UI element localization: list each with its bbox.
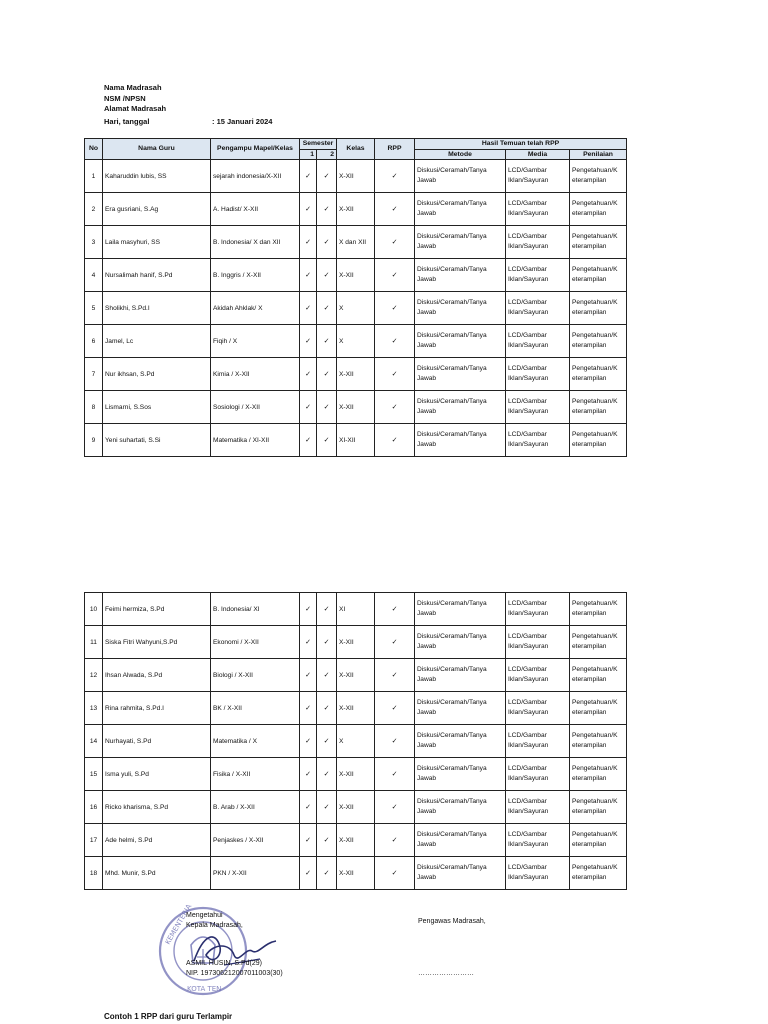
cell-kelas: X-XII — [337, 692, 375, 725]
cell-semester-2: ✓ — [317, 358, 337, 391]
table-row — [85, 791, 627, 824]
cell-rpp: ✓ — [375, 626, 415, 659]
cell-kelas: X-XII — [337, 791, 375, 824]
cell-metode: Diskusi/Ceramah/Tanya Jawab — [415, 325, 506, 358]
cell-media: LCD/Gambar Iklan/Sayuran — [506, 725, 570, 758]
cell-rpp: ✓ — [375, 424, 415, 457]
cell-mapel: BK / X-XII — [211, 692, 300, 725]
cell-mapel: A. Hadist/ X-XII — [211, 193, 300, 226]
rpp-table-page2 — [84, 592, 627, 890]
cell-nama-guru: Rina rahmita, S.Pd.I — [103, 692, 211, 725]
cell-metode: Diskusi/Ceramah/Tanya Jawab — [415, 292, 506, 325]
cell-no: 8 — [85, 391, 103, 424]
cell-metode: Diskusi/Ceramah/Tanya Jawab — [415, 226, 506, 259]
cell-rpp: ✓ — [375, 226, 415, 259]
cell-no: 5 — [85, 292, 103, 325]
cell-metode: Diskusi/Ceramah/Tanya Jawab — [415, 391, 506, 424]
cell-nama-guru: Isma yuli, S.Pd — [103, 758, 211, 791]
table-row — [85, 325, 627, 358]
cell-nama-guru: Ihsan Alwada, S.Pd — [103, 659, 211, 692]
cell-mapel: B. Indonesia/ X dan XII — [211, 226, 300, 259]
cell-semester-1: ✓ — [300, 358, 317, 391]
cell-semester-2: ✓ — [317, 391, 337, 424]
cell-mapel: sejarah indonesia/X-XII — [211, 160, 300, 193]
col-rpp: RPP — [375, 139, 415, 160]
cell-rpp: ✓ — [375, 593, 415, 626]
table-row — [85, 358, 627, 391]
cell-nama-guru: Lismarni, S.Sos — [103, 391, 211, 424]
address-label: Alamat Madrasah — [104, 104, 167, 113]
cell-semester-1: ✓ — [300, 593, 317, 626]
cell-no: 4 — [85, 259, 103, 292]
cell-mapel: Fisika / X-XII — [211, 758, 300, 791]
cell-penilaian: Pengetahuan/K eterampilan — [570, 358, 627, 391]
cell-media: LCD/Gambar Iklan/Sayuran — [506, 193, 570, 226]
cell-media: LCD/Gambar Iklan/Sayuran — [506, 226, 570, 259]
cell-rpp: ✓ — [375, 325, 415, 358]
cell-semester-1: ✓ — [300, 160, 317, 193]
cell-no: 7 — [85, 358, 103, 391]
cell-media: LCD/Gambar Iklan/Sayuran — [506, 292, 570, 325]
cell-no: 13 — [85, 692, 103, 725]
cell-metode: Diskusi/Ceramah/Tanya Jawab — [415, 424, 506, 457]
table-row — [85, 758, 627, 791]
cell-media: LCD/Gambar Iklan/Sayuran — [506, 391, 570, 424]
cell-semester-1: ✓ — [300, 391, 317, 424]
cell-no: 15 — [85, 758, 103, 791]
cell-rpp: ✓ — [375, 791, 415, 824]
cell-media: LCD/Gambar Iklan/Sayuran — [506, 358, 570, 391]
cell-rpp: ✓ — [375, 857, 415, 890]
cell-nama-guru: Kaharuddin lubis, SS — [103, 160, 211, 193]
cell-penilaian: Pengetahuan/K eterampilan — [570, 292, 627, 325]
cell-media: LCD/Gambar Iklan/Sayuran — [506, 424, 570, 457]
col-media: Media — [506, 150, 570, 160]
col-metode: Metode — [415, 150, 506, 160]
table-row — [85, 659, 627, 692]
cell-mapel: Fiqih / X — [211, 325, 300, 358]
cell-nama-guru: Jamel, Lc — [103, 325, 211, 358]
cell-penilaian: Pengetahuan/K eterampilan — [570, 758, 627, 791]
cell-kelas: X-XII — [337, 391, 375, 424]
cell-semester-2: ✓ — [317, 659, 337, 692]
cell-nama-guru: Nurhayati, S.Pd — [103, 725, 211, 758]
cell-media: LCD/Gambar Iklan/Sayuran — [506, 160, 570, 193]
cell-semester-2: ✓ — [317, 292, 337, 325]
cell-no: 3 — [85, 226, 103, 259]
cell-penilaian: Pengetahuan/K eterampilan — [570, 725, 627, 758]
col-kelas: Kelas — [337, 139, 375, 160]
cell-kelas: X-XII — [337, 857, 375, 890]
cell-kelas: X-XII — [337, 659, 375, 692]
cell-penilaian: Pengetahuan/K eterampilan — [570, 593, 627, 626]
cell-mapel: Ekonomi / X-XII — [211, 626, 300, 659]
cell-mapel: Penjaskes / X-XII — [211, 824, 300, 857]
cell-no: 17 — [85, 824, 103, 857]
kepala-madrasah-nip: NIP. 197306212007011003(30) — [186, 970, 283, 977]
col-no: No — [85, 139, 103, 160]
cell-metode: Diskusi/Ceramah/Tanya Jawab — [415, 758, 506, 791]
col-semester-1: 1 — [300, 150, 317, 160]
cell-no: 10 — [85, 593, 103, 626]
cell-penilaian: Pengetahuan/K eterampilan — [570, 259, 627, 292]
cell-semester-1: ✓ — [300, 292, 317, 325]
cell-semester-2: ✓ — [317, 593, 337, 626]
cell-semester-2: ✓ — [317, 424, 337, 457]
cell-kelas: XI — [337, 593, 375, 626]
cell-mapel: Kimia / X-XII — [211, 358, 300, 391]
cell-semester-1: ✓ — [300, 424, 317, 457]
cell-semester-1: ✓ — [300, 626, 317, 659]
cell-mapel: Matematika / X — [211, 725, 300, 758]
cell-penilaian: Pengetahuan/K eterampilan — [570, 857, 627, 890]
table-row — [85, 692, 627, 725]
cell-mapel: Matematika / XI-XII — [211, 424, 300, 457]
cell-media: LCD/Gambar Iklan/Sayuran — [506, 758, 570, 791]
table-row — [85, 424, 627, 457]
cell-kelas: X — [337, 725, 375, 758]
cell-mapel: Sosiologi / X-XII — [211, 391, 300, 424]
cell-nama-guru: Siska Fitri Wahyuni,S.Pd — [103, 626, 211, 659]
cell-kelas: X-XII — [337, 358, 375, 391]
cell-metode: Diskusi/Ceramah/Tanya Jawab — [415, 193, 506, 226]
cell-penilaian: Pengetahuan/K eterampilan — [570, 659, 627, 692]
stamp-text-top: KEMENTERIAN — [163, 905, 196, 946]
cell-media: LCD/Gambar Iklan/Sayuran — [506, 325, 570, 358]
cell-metode: Diskusi/Ceramah/Tanya Jawab — [415, 593, 506, 626]
cell-mapel: B. Indonesia/ XI — [211, 593, 300, 626]
cell-no: 11 — [85, 626, 103, 659]
cell-no: 9 — [85, 424, 103, 457]
rpp-table-page1 — [84, 138, 627, 457]
nsm-npsn-label: NSM /NPSN — [104, 94, 146, 103]
kepala-madrasah-name: ASMIL HUSIN, S.Pd(29) — [186, 960, 262, 967]
cell-nama-guru: Nur ikhsan, S.Pd — [103, 358, 211, 391]
cell-no: 6 — [85, 325, 103, 358]
mengetahui-label: Mengetahui — [186, 912, 223, 919]
cell-nama-guru: Nursalimah hanif, S.Pd — [103, 259, 211, 292]
cell-no: 2 — [85, 193, 103, 226]
cell-semester-2: ✓ — [317, 226, 337, 259]
col-semester: Semester — [300, 139, 337, 150]
cell-semester-1: ✓ — [300, 758, 317, 791]
stamp-text-bottom: KOTA TEN — [187, 985, 222, 993]
cell-media: LCD/Gambar Iklan/Sayuran — [506, 659, 570, 692]
table-row — [85, 725, 627, 758]
col-hasil-temuan: Hasil Temuan telah RPP — [415, 139, 627, 150]
cell-mapel: B. Inggris / X-XII — [211, 259, 300, 292]
cell-nama-guru: Ricko kharisma, S.Pd — [103, 791, 211, 824]
table-row — [85, 824, 627, 857]
table-row — [85, 391, 627, 424]
table-row — [85, 292, 627, 325]
cell-semester-1: ✓ — [300, 725, 317, 758]
cell-kelas: X-XII — [337, 160, 375, 193]
cell-penilaian: Pengetahuan/K eterampilan — [570, 160, 627, 193]
cell-rpp: ✓ — [375, 358, 415, 391]
cell-rpp: ✓ — [375, 725, 415, 758]
cell-semester-2: ✓ — [317, 259, 337, 292]
cell-penilaian: Pengetahuan/K eterampilan — [570, 226, 627, 259]
cell-semester-2: ✓ — [317, 824, 337, 857]
cell-rpp: ✓ — [375, 391, 415, 424]
table-row — [85, 193, 627, 226]
cell-nama-guru: Ade helmi, S.Pd — [103, 824, 211, 857]
kepala-madrasah-label: Kepala Madrasah, — [186, 922, 243, 929]
cell-penilaian: Pengetahuan/K eterampilan — [570, 325, 627, 358]
cell-kelas: X — [337, 292, 375, 325]
cell-media: LCD/Gambar Iklan/Sayuran — [506, 857, 570, 890]
cell-kelas: X — [337, 325, 375, 358]
cell-media: LCD/Gambar Iklan/Sayuran — [506, 824, 570, 857]
table-row — [85, 259, 627, 292]
cell-no: 1 — [85, 160, 103, 193]
cell-nama-guru: Feimi hermiza, S.Pd — [103, 593, 211, 626]
cell-metode: Diskusi/Ceramah/Tanya Jawab — [415, 857, 506, 890]
cell-semester-2: ✓ — [317, 857, 337, 890]
madrasah-name-label: Nama Madrasah — [104, 83, 162, 92]
cell-metode: Diskusi/Ceramah/Tanya Jawab — [415, 160, 506, 193]
cell-mapel: Biologi / X-XII — [211, 659, 300, 692]
handwritten-signature — [190, 925, 280, 975]
cell-semester-1: ✓ — [300, 692, 317, 725]
col-semester-2: 2 — [317, 150, 337, 160]
cell-semester-1: ✓ — [300, 824, 317, 857]
table-row — [85, 226, 627, 259]
cell-metode: Diskusi/Ceramah/Tanya Jawab — [415, 824, 506, 857]
cell-nama-guru: Era gusriani, S.Ag — [103, 193, 211, 226]
date-value: : 15 Januari 2024 — [212, 117, 273, 126]
col-nama-guru: Nama Guru — [103, 139, 211, 160]
cell-semester-2: ✓ — [317, 692, 337, 725]
cell-metode: Diskusi/Ceramah/Tanya Jawab — [415, 626, 506, 659]
cell-media: LCD/Gambar Iklan/Sayuran — [506, 791, 570, 824]
cell-semester-1: ✓ — [300, 857, 317, 890]
cell-media: LCD/Gambar Iklan/Sayuran — [506, 593, 570, 626]
cell-penilaian: Pengetahuan/K eterampilan — [570, 692, 627, 725]
table-row — [85, 593, 627, 626]
table-row — [85, 160, 627, 193]
cell-nama-guru: Yeni suhartati, S.Si — [103, 424, 211, 457]
cell-nama-guru: Laila masyhuri, SS — [103, 226, 211, 259]
cell-nama-guru: Sholikhi, S.Pd.I — [103, 292, 211, 325]
cell-mapel: B. Arab / X-XII — [211, 791, 300, 824]
cell-penilaian: Pengetahuan/K eterampilan — [570, 824, 627, 857]
cell-rpp: ✓ — [375, 824, 415, 857]
cell-metode: Diskusi/Ceramah/Tanya Jawab — [415, 259, 506, 292]
cell-rpp: ✓ — [375, 659, 415, 692]
cell-rpp: ✓ — [375, 259, 415, 292]
cell-media: LCD/Gambar Iklan/Sayuran — [506, 692, 570, 725]
cell-kelas: X dan XII — [337, 226, 375, 259]
col-penilaian: Penilaian — [570, 150, 627, 160]
date-label: Hari, tanggal — [104, 117, 150, 126]
cell-semester-1: ✓ — [300, 325, 317, 358]
cell-kelas: X-XII — [337, 758, 375, 791]
cell-rpp: ✓ — [375, 292, 415, 325]
cell-penilaian: Pengetahuan/K eterampilan — [570, 391, 627, 424]
cell-semester-1: ✓ — [300, 226, 317, 259]
cell-kelas: XI-XII — [337, 424, 375, 457]
cell-rpp: ✓ — [375, 160, 415, 193]
table-row — [85, 626, 627, 659]
cell-semester-2: ✓ — [317, 725, 337, 758]
cell-metode: Diskusi/Ceramah/Tanya Jawab — [415, 358, 506, 391]
cell-penilaian: Pengetahuan/K eterampilan — [570, 193, 627, 226]
col-pengampu: Pengampu Mapel/Kelas — [211, 139, 300, 160]
cell-semester-2: ✓ — [317, 193, 337, 226]
cell-penilaian: Pengetahuan/K eterampilan — [570, 791, 627, 824]
pengawas-label: Pengawas Madrasah, — [418, 918, 486, 925]
cell-mapel: PKN / X-XII — [211, 857, 300, 890]
cell-semester-2: ✓ — [317, 626, 337, 659]
cell-metode: Diskusi/Ceramah/Tanya Jawab — [415, 692, 506, 725]
table-row — [85, 857, 627, 890]
cell-semester-1: ✓ — [300, 659, 317, 692]
cell-metode: Diskusi/Ceramah/Tanya Jawab — [415, 791, 506, 824]
cell-no: 16 — [85, 791, 103, 824]
cell-metode: Diskusi/Ceramah/Tanya Jawab — [415, 659, 506, 692]
footer-note: Contoh 1 RPP dari guru Terlampir — [104, 1012, 233, 1021]
cell-mapel: Akidah Ahklak/ X — [211, 292, 300, 325]
cell-semester-2: ✓ — [317, 325, 337, 358]
cell-media: LCD/Gambar Iklan/Sayuran — [506, 259, 570, 292]
cell-kelas: X-XII — [337, 626, 375, 659]
cell-no: 12 — [85, 659, 103, 692]
cell-media: LCD/Gambar Iklan/Sayuran — [506, 626, 570, 659]
cell-semester-2: ✓ — [317, 758, 337, 791]
cell-semester-1: ✓ — [300, 791, 317, 824]
cell-rpp: ✓ — [375, 692, 415, 725]
cell-semester-1: ✓ — [300, 259, 317, 292]
cell-no: 14 — [85, 725, 103, 758]
cell-kelas: X-XII — [337, 259, 375, 292]
cell-penilaian: Pengetahuan/K eterampilan — [570, 626, 627, 659]
cell-rpp: ✓ — [375, 758, 415, 791]
cell-kelas: X-XII — [337, 193, 375, 226]
cell-rpp: ✓ — [375, 193, 415, 226]
cell-kelas: X-XII — [337, 824, 375, 857]
cell-metode: Diskusi/Ceramah/Tanya Jawab — [415, 725, 506, 758]
pengawas-signature-line: …………………… — [418, 970, 474, 977]
cell-semester-2: ✓ — [317, 160, 337, 193]
cell-penilaian: Pengetahuan/K eterampilan — [570, 424, 627, 457]
cell-semester-1: ✓ — [300, 193, 317, 226]
cell-no: 18 — [85, 857, 103, 890]
cell-nama-guru: Mhd. Munir, S.Pd — [103, 857, 211, 890]
cell-semester-2: ✓ — [317, 791, 337, 824]
